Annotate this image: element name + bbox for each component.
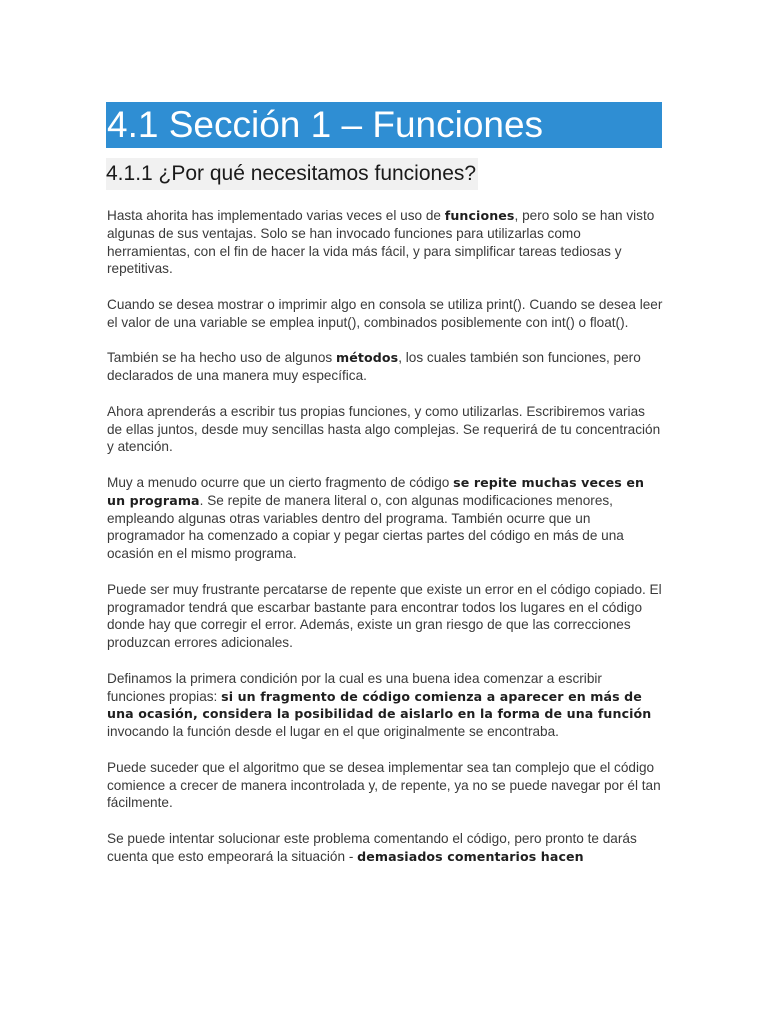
paragraph-7 [107,670,663,741]
paragraph-9 [107,830,663,866]
paragraph-3 [107,349,663,385]
bold-term: demasiados comentarios hacen [357,848,584,864]
paragraph-text: invocando la función desde el lugar en el que originalmente se encontraba. [107,724,559,740]
paragraph-text: . Se repite de manera literal o, con algunas modificaciones menores, empleando algunas otras variables dentro del programa. También ocurre que un programador ha comenzado a copiar y pegar ciertas partes del código en más de una ocasión en el mismo programa. [107,492,624,562]
paragraph-4: Ahora aprenderás a escribir tus propias funciones, y como utilizarlas. Escribiremos varias de ellas juntos, desde muy sencillas hasta algo complejas. Se requerirá de tu concentración y atención. [107,403,661,455]
paragraph-6: Puede ser muy frustrante percatarse de repente que existe un error en el código copiado. El programador tendrá que escarbar bastante para encontrar todos los lugares en el código donde hay que corregir el error. Además, existe un gran riesgo de que las correcciones produzcan errores adicionales. [107,581,662,651]
paragraph-text: Muy a menudo ocurre que un cierto fragmento de código [107,474,454,490]
bold-term: si un fragmento de código comienza a aparecer en más de una ocasión, considera la posibilidad de aislarlo en la forma de una función [107,688,652,722]
paragraph-text: Definamos la primera condición por la cual es una buena idea comenzar a escribir funciones propias: [107,670,602,704]
paragraph-8: Puede suceder que el algoritmo que se desea implementar sea tan complejo que el código comience a crecer de manera incontrolada y, de repente, ya no se puede navegar por él tan fácilmente. [107,759,661,811]
paragraph-text: , los cuales también son funciones, pero declarados de una manera muy específica. [107,350,641,384]
paragraph-1 [107,207,663,278]
bold-term: se repite muchas veces en un programa [107,474,645,508]
paragraph-5 [107,474,663,563]
paragraph-2: Cuando se desea mostrar o imprimir algo en consola se utiliza print(). Cuando se desea leer el valor de una variable se emplea input(), combinados posiblemente con int() o float(). [107,296,663,330]
subheading-highlight [106,158,478,190]
paragraph-text: Hasta ahorita has implementado varias veces el uso de [107,208,445,223]
bold-term: métodos [336,350,399,366]
subsection-heading: 4.1.1 ¿Por qué necesitamos funciones? [106,162,477,185]
paragraph-text: Se puede intentar solucionar este problema comentando el código, pero pronto te darás cuenta que esto empeorará la situación - [107,830,637,864]
paragraph-text: También se ha hecho uso de algunos [107,350,336,366]
paragraph-text: , pero solo se han visto algunas de sus ventajas. Solo se han invocado funciones para utilizarlas como herramientas, con el fin de hacer la vida más fácil, y para simplificar tareas tediosas y repetitivas. [107,208,655,277]
section-heading: 4.1 Sección 1 – Funciones [107,104,544,145]
body-text [107,207,663,883]
bold-term: funciones [444,208,515,223]
